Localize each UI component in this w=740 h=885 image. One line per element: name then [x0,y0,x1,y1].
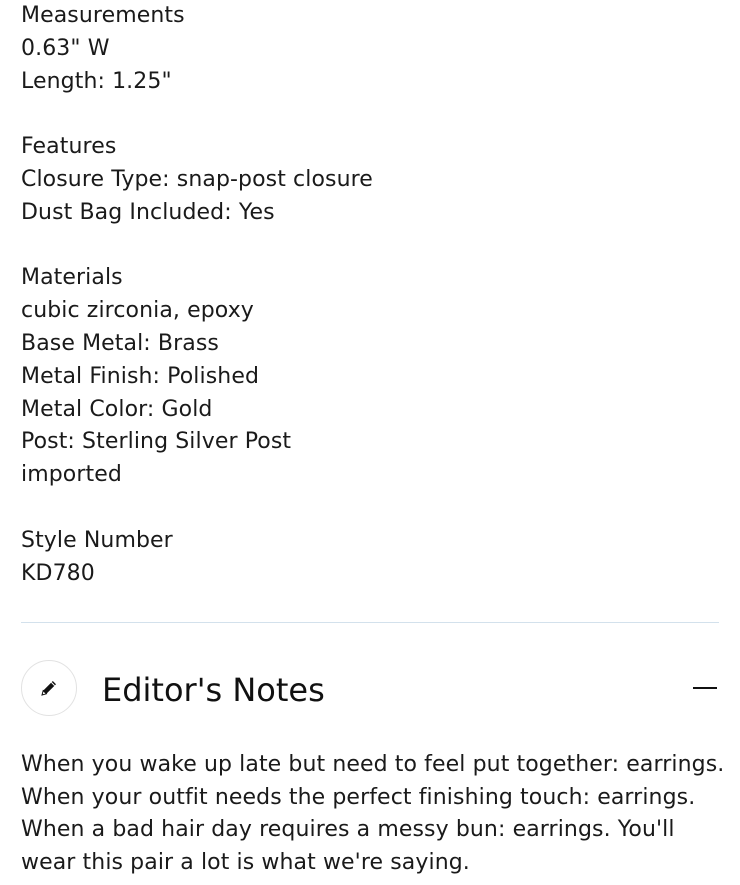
materials-heading: Materials [21,265,123,291]
features-heading: Features [21,134,117,160]
product-details [21,0,721,590]
editors-notes-line: When a bad hair day requires a messy bun: earrings. You'll [21,817,675,842]
editors-notes-line: wear this pair a lot is what we're saying. [21,849,470,875]
measurement-length: Length: 1.25" [21,68,172,94]
material-origin: imported [21,462,122,488]
features-section [21,131,721,229]
style-number-section [21,525,721,591]
editors-notes-line: When your outfit needs the perfect finishing touch: earrings. [21,784,696,810]
minus-icon [693,687,717,689]
section-divider [21,622,719,623]
editors-notes-text [21,749,731,879]
measurement-width: 0.63" W [21,35,110,61]
material-post: Post: Sterling Silver Post [21,429,292,455]
material-base-metal: Base Metal: Brass [21,330,219,356]
editors-notes-line: When you wake up late but need to feel put together: earrings. [21,752,725,777]
style-number-value: KD780 [21,560,95,586]
material-stones: cubic zirconia, epoxy [21,298,254,324]
materials-section [21,262,721,492]
style-number-heading: Style Number [21,527,173,553]
editors-notes-badge [21,660,77,716]
pencil-icon [38,677,60,699]
measurements-heading: Measurements [21,3,185,28]
feature-dust-bag: Dust Bag Included: Yes [21,199,275,225]
measurements-section [21,0,721,98]
editors-notes-header[interactable] [21,660,719,718]
material-metal-color: Metal Color: Gold [21,396,213,422]
editors-notes-title: Editor's Notes [102,671,325,709]
feature-closure-type: Closure Type: snap-post closure [21,166,373,192]
material-metal-finish: Metal Finish: Polished [21,363,260,389]
collapse-toggle-button[interactable] [691,674,719,702]
